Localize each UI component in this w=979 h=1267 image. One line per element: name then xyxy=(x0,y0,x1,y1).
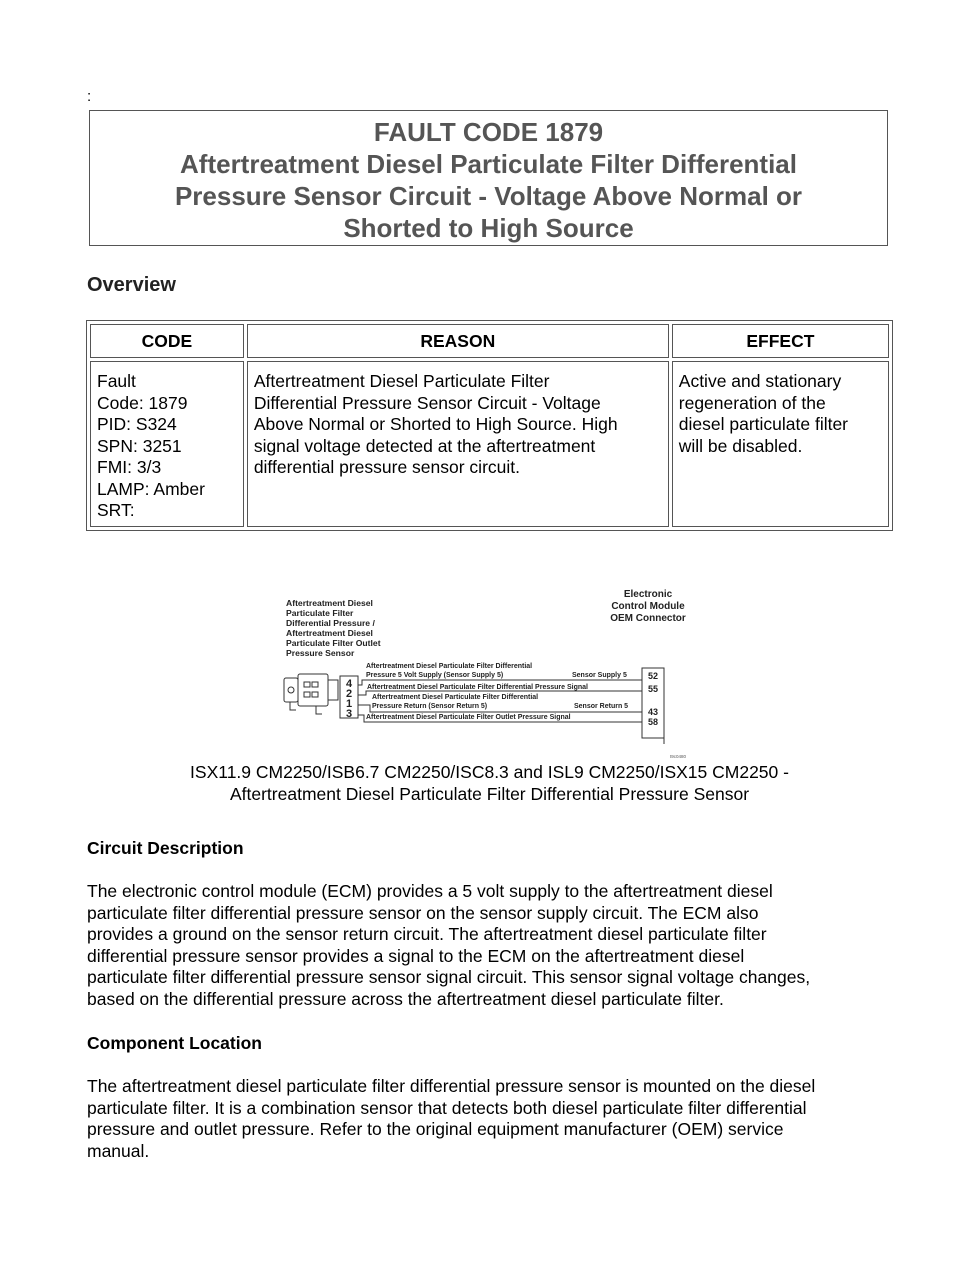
code-line: SRT: xyxy=(97,500,135,520)
ecm-label-line: OEM Connector xyxy=(610,613,686,624)
wire-supply-label: Pressure 5 Volt Supply (Sensor Supply 5) xyxy=(366,672,504,679)
sensor-pin: 2 xyxy=(345,688,353,700)
fault-title-line-4: Shorted to High Source xyxy=(343,213,634,243)
header-reason: REASON xyxy=(247,324,669,358)
fault-code-title: FAULT CODE 1879 xyxy=(373,117,604,147)
header-code: CODE xyxy=(90,324,244,358)
sensor-label-line: Differential Pressure / xyxy=(286,618,375,628)
paragraph-line: differential pressure sensor provides a signal to the ECM on the aftertreatment diesel xyxy=(87,945,745,966)
ecm-pin: 52 xyxy=(647,671,659,681)
code-cell xyxy=(90,361,244,527)
ecm-pin: 55 xyxy=(647,684,659,694)
wire-return-label: Aftertreatment Diesel Particulate Filter Differential xyxy=(372,694,539,701)
reason-cell xyxy=(247,361,669,527)
effect-cell xyxy=(672,361,889,527)
sensor-label-line: Aftertreatment Diesel xyxy=(286,598,373,608)
paragraph-line: based on the differential pressure across the aftertreatment diesel particulate filter. xyxy=(87,988,724,1009)
wire-return-label: Pressure Return (Sensor Return 5) xyxy=(372,703,488,710)
ecm-label-line: Control Module xyxy=(611,601,685,612)
circuit-description-heading: Circuit Description xyxy=(87,838,244,858)
fault-title-box xyxy=(89,110,888,246)
code-line: FMI: 3/3 xyxy=(97,457,162,477)
paragraph-line: provides a ground on the sensor return circuit. The aftertreatment diesel particulate filter xyxy=(87,924,767,945)
sensor-label-line: Particulate Filter Outlet xyxy=(286,638,381,648)
code-line: SPN: 3251 xyxy=(97,435,182,456)
sensor-pin: 3 xyxy=(345,708,353,720)
wire-supply-label: Aftertreatment Diesel Particulate Filter Differential xyxy=(366,663,533,670)
sensor-label-line: Pressure Sensor xyxy=(286,648,355,658)
reason-line: differential pressure sensor circuit. xyxy=(253,457,520,477)
sensor-connector xyxy=(340,676,358,720)
ecm-pin: 43 xyxy=(647,707,659,717)
code-line: LAMP: Amber xyxy=(97,478,205,499)
figure-id: t9c0480 xyxy=(670,754,687,759)
code-line: PID: S324 xyxy=(97,414,177,434)
reason-line: Differential Pressure Sensor Circuit - Voltage xyxy=(253,392,601,413)
caption-line: Aftertreatment Diesel Particulate Filter Differential Pressure Sensor xyxy=(229,784,750,804)
wiring-diagram xyxy=(278,584,702,760)
effect-line: Active and stationary xyxy=(678,371,842,391)
reason-line: Above Normal or Shorted to High Source. High xyxy=(253,414,618,434)
sensor-icon xyxy=(284,674,338,714)
paragraph-line: particulate filter. It is a combination sensor that detects both diesel particulate filter differential xyxy=(87,1097,807,1118)
reason-line: signal voltage detected at the aftertreatment xyxy=(253,435,596,456)
fault-title-line-3: Pressure Sensor Circuit - Voltage Above Normal or xyxy=(174,181,803,211)
effect-line: diesel particulate filter xyxy=(678,414,849,434)
paragraph-line: manual. xyxy=(87,1140,150,1161)
ecm-label-line: Electronic xyxy=(623,589,673,600)
fault-overview-table xyxy=(86,320,893,531)
code-line: Code: 1879 xyxy=(97,392,188,413)
effect-line: will be disabled. xyxy=(678,435,803,456)
wire-supply-tag: Sensor Supply 5 xyxy=(572,672,627,679)
reason-line: Aftertreatment Diesel Particulate Filter xyxy=(253,371,550,391)
component-location-heading: Component Location xyxy=(87,1033,262,1053)
paragraph-line: The aftertreatment diesel particulate filter differential pressure sensor is mounted on the diesel xyxy=(87,1076,816,1096)
wire-outlet-label: Aftertreatment Diesel Particulate Filter Outlet Pressure Signal xyxy=(366,714,571,721)
caption-line: ISX11.9 CM2250/ISB6.7 CM2250/ISC8.3 and ISL9 CM2250/ISX15 CM2250 - xyxy=(190,762,789,782)
sensor-label xyxy=(286,598,381,658)
effect-line: regeneration of the xyxy=(678,392,826,413)
circuit-description-text xyxy=(87,881,897,1011)
fault-title-line-2: Aftertreatment Diesel Particulate Filter Differential xyxy=(180,149,797,179)
sensor-label-line: Aftertreatment Diesel xyxy=(286,628,373,638)
header-effect: EFFECT xyxy=(672,324,889,358)
ecm-pin: 58 xyxy=(647,717,659,727)
table-row xyxy=(90,361,889,527)
wire-return-tag: Sensor Return 5 xyxy=(574,703,629,710)
paragraph-line: The electronic control module (ECM) provides a 5 volt supply to the aftertreatment diesel xyxy=(87,881,773,901)
code-line: Fault xyxy=(97,371,136,391)
paragraph-line: particulate filter differential pressure sensor signal circuit. This sensor signal voltage changes, xyxy=(87,967,811,988)
wire-signal-label: Aftertreatment Diesel Particulate Filter Differential Pressure Signal xyxy=(367,684,588,691)
sensor-label-line: Particulate Filter xyxy=(286,608,354,618)
ecm-connector xyxy=(642,668,664,744)
component-location-text xyxy=(87,1076,897,1162)
ecm-label xyxy=(610,589,686,624)
header-mark: : xyxy=(87,88,92,105)
sensor-pin: 4 xyxy=(345,678,353,690)
overview-heading: Overview xyxy=(87,274,176,296)
figure-caption xyxy=(90,761,889,805)
paragraph-line: pressure and outlet pressure. Refer to the original equipment manufacturer (OEM) service xyxy=(87,1119,784,1140)
table-header-row xyxy=(90,324,889,358)
paragraph-line: particulate filter differential pressure sensor on the sensor supply circuit. The ECM also xyxy=(87,902,759,923)
sensor-pin: 1 xyxy=(345,698,353,710)
